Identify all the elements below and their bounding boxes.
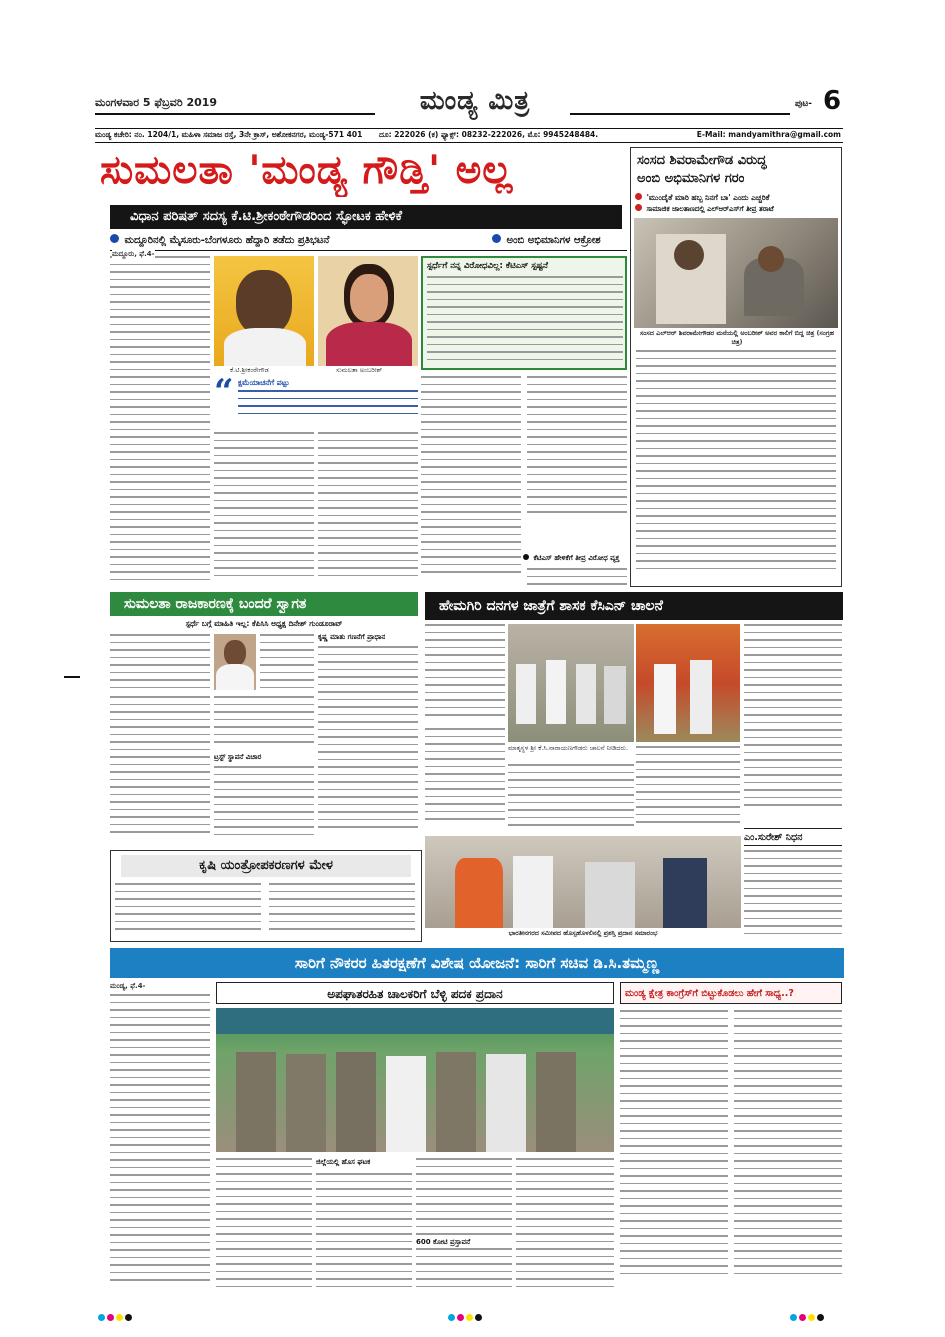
photo-ambareesh [634,218,838,328]
pull-quote: ಕ್ಷಮೆಯಾಚನೆಗೆ ಪಟ್ಟು [238,378,290,387]
main-article-col1 [110,256,210,588]
photo-dinesh [214,634,256,690]
photo-medal-ceremony [216,1008,614,1152]
address-strip [95,128,843,143]
photo-kts [214,256,314,366]
krushi-box [110,850,422,942]
welcome-headline: ಸುಮಲತಾ ರಾಜಕಾರಣಕ್ಕೆ ಬಂದರೆ ಸ್ವಾಗತ [110,592,418,616]
kicker-right-text: ಅಂಬಿ ಅಭಿಮಾನಿಗಳ ಆಕ್ರೋಶ [506,235,601,246]
caption-kts: ಕೆ.ಟಿ.ಶ್ರೀಕಂಠೇಗೌಡ [230,366,269,374]
bullet-icon [492,234,501,243]
kts-inset-title: ಸ್ಪರ್ಧೆಗೆ ನನ್ನ ವಿರೋಧವಿಲ್ಲ: ಕೆಟಿಎಸ್ ಸ್ಪಷ್ಟನೆ [427,261,548,271]
bullet-icon [635,193,642,200]
main-subhead: ವಿಧಾನ ಪರಿಷತ್ ಸದಸ್ಯ ಕೆ.ಟಿ.ಶ್ರೀಕಂಠೇಗೌಡರಿಂದ ಸ್ಫೋಟಕ ಹೇಳಿಕೆ [110,205,622,229]
photo-award [425,836,741,928]
hemagiri-caption-2: ಭಾರತೀನಗರದ ಸಮೀಪದ ಹೊಸ್ಸಹೊಳಲಿನಲ್ಲಿ ಪ್ರಶಸ್ತಿ ಪ್ರದಾನ ಸಮಾರಂಭ [508,929,658,937]
kts-inset-box [421,256,627,370]
bullet-icon [635,204,642,211]
kicker-left-text: ಮದ್ದೂರಿನಲ್ಲಿ ಮೈಸೂರು-ಬೆಂಗಳೂರು ಹೆದ್ದಾರಿ ತಡೆದು ಪ್ರತಿಭಟನೆ [124,235,330,246]
page-label: ಪುಟ- [795,99,812,109]
bullet-icon [110,234,119,243]
main-article-col3 [318,432,418,588]
caption-sumalatha: ಸುಮಲತಾ ಅಂಬರೀಶ್ [336,366,383,374]
quote-icon: “ [214,372,234,412]
issue-date: ಮಂಗಳವಾರ 5 ಫೆಬ್ರವರಿ 2019 [95,96,218,109]
photo-hemagiri-2 [636,624,740,742]
bullet-icon [523,554,529,560]
bottom-banner: ಸಾರಿಗೆ ನೌಕರರ ಹಿತರಕ್ಷಣೆಗೆ ವಿಶೇಷ ಯೋಜನೆ: ಸಾರಿಗೆ ಸಚಿವ ಡಿ.ಸಿ.ತಮ್ಮಣ್ಣ [110,948,844,978]
bottom-inline-head-2: 600 ಕೋಟಿ ಪ್ರಸ್ತಾವನೆ [416,1238,512,1247]
office-email: E-Mail: mandyamithra@gmail.com [696,130,841,139]
newspaper-logo: ಮಂಡ್ಯ ಮಿತ್ರ [419,86,531,116]
welcome-subhead: ಸ್ಪರ್ಧೆ ಬಗ್ಗೆ ಮಾಹಿತಿ ಇಲ್ಲ: ಕೆಪಿಸಿಸಿ ಅಧ್ಯಕ್ಷ ದಿನೇಶ್ ಗುಂಡೂರಾವ್ [185,619,343,628]
hemagiri-headline: ಹೇಮಗಿರಿ ದನಗಳ ಜಾತ್ರೆಗೆ ಶಾಸಕ ಕೆಸಿಎನ್ ಚಾಲನೆ [425,592,843,620]
krushi-headline: ಕೃಷಿ ಯಂತ್ರೋಪಕರಣಗಳ ಮೇಳ [121,855,411,877]
right-story [630,147,842,587]
main-article-col4 [421,376,521,588]
office-address: ಮಂಡ್ಯ ಕಚೇರಿ: ನಂ. 1204/1, ಮಹಿಳಾ ಸಮಾಜ ರಸ್ತೆ, 3ನೇ ಕ್ರಾಸ್, ಅಶೋಕನಗರ, ಮಂಡ್ಯ-571 401 [95,130,363,139]
page-number: 6 [823,86,842,116]
main-article-col5 [527,376,627,526]
welcome-inline-head: ಕೃಷ್ಣ ಮಾತು ಗಣನೆಗೆ ಪ್ರಾಧಾನ [318,633,386,641]
main-article-col2 [214,432,314,588]
main-kicker-right [492,233,627,248]
bottom-sub-left: ಅಪಘಾತರಹಿತ ಚಾಲಕರಿಗೆ ಬೆಳ್ಳಿ ಪದಕ ಪ್ರದಾನ [216,982,614,1004]
hemagiri-caption-1: ಮಾತೃಸ್ಥಳ ಶ್ರೀ ಕೆ.ಸಿ.ನಾರಾಯಣಗೌಡರು ಚಾಲನೆ ನೀಡಿದರು. [508,744,629,752]
main-bullet-text: ಕೆಟಿಎಸ್ ಹೇಳಿಕೆಗೆ ತೀವ್ರ ವಿರೋಧ ವ್ಯಕ್ತ [523,553,629,563]
registration-marks-right [790,1306,826,1325]
bottom-dateline: ಮಂಡ್ಯ, ಫೆ.4- [110,982,146,990]
main-dateline: ಮದ್ದೂರು, ಫೆ.4- [112,250,155,258]
main-headline: ಸುಮಲತಾ 'ಮಂಡ್ಯ ಗೌಡ್ತಿ' ಅಲ್ಲ [100,148,514,193]
right-bullet-2: ಸಾಮಾಜಿಕ ಜಾಲತಾಣದಲ್ಲಿ ಎಲ್‌ಆರ್‌ಎಸ್‌ಗೆ ತೀವ್ರ ತರಾಟೆ [635,204,839,215]
photo-hemagiri-1 [508,624,634,742]
bottom-inline-head-1: ಜಿಲ್ಲೆಯಲ್ಲಿ ಹೊಸ ಘಟಕ [316,1158,412,1167]
masthead [95,86,850,128]
bottom-sub-right: ಮಂಡ್ಯ ಕ್ಷೇತ್ರ ಕಾಂಗ್ರೆಸ್‌ಗೆ ಬಿಟ್ಟುಕೊಡಲು ಹೇಗೆ ಸಾಧ್ಯ..? [620,982,842,1004]
photo-sumalatha [318,256,418,366]
right-bullet-1: 'ಮುಂದೈತೆ ಮಾರಿ ಹಬ್ಬ ನಿನಗೆ ಬಾ' ಎಂದು ಎಚ್ಚರಿಕೆ [635,192,839,203]
obit-title: ಎಂ.ಸುರೇಶ್ ನಿಧನ [744,828,842,846]
right-photo-caption: ಸಂಸದ ಎಲ್‌ಆರ್ ಶಿವರಾಮೇಗೌಡರ ಮನೆಯಲ್ಲಿ ಅಂಬರೀಶ್ ಅವರ ಕಾಲಿಗೆ ಬಿದ್ದ ಚಿತ್ರ (ಸಂಗ್ರಹ ಚಿತ್ರ) [639,329,835,346]
registration-marks-left [98,1306,134,1325]
right-headline-2: ಅಂಬಿ ಅಭಿಮಾನಿಗಳ ಗರಂ [637,171,745,186]
registration-marks-center [448,1306,484,1325]
main-kicker-left [110,233,490,248]
right-headline-1: ಸಂಸದ ಶಿವರಾಮೇಗೌಡ ವಿರುದ್ಧ [637,153,767,168]
pull-quote-box [214,372,418,426]
welcome-inline-head-2: ಟ್ರಸ್ಟ್ ಸ್ಥಾಪನೆ ವಿಚಾರ [214,753,262,761]
office-phone: ದೂ: 222026 (ಕ) ಫ್ಯಾಕ್ಸ್: 08232-222026, ಮೊ: 9945248484. [378,130,599,139]
